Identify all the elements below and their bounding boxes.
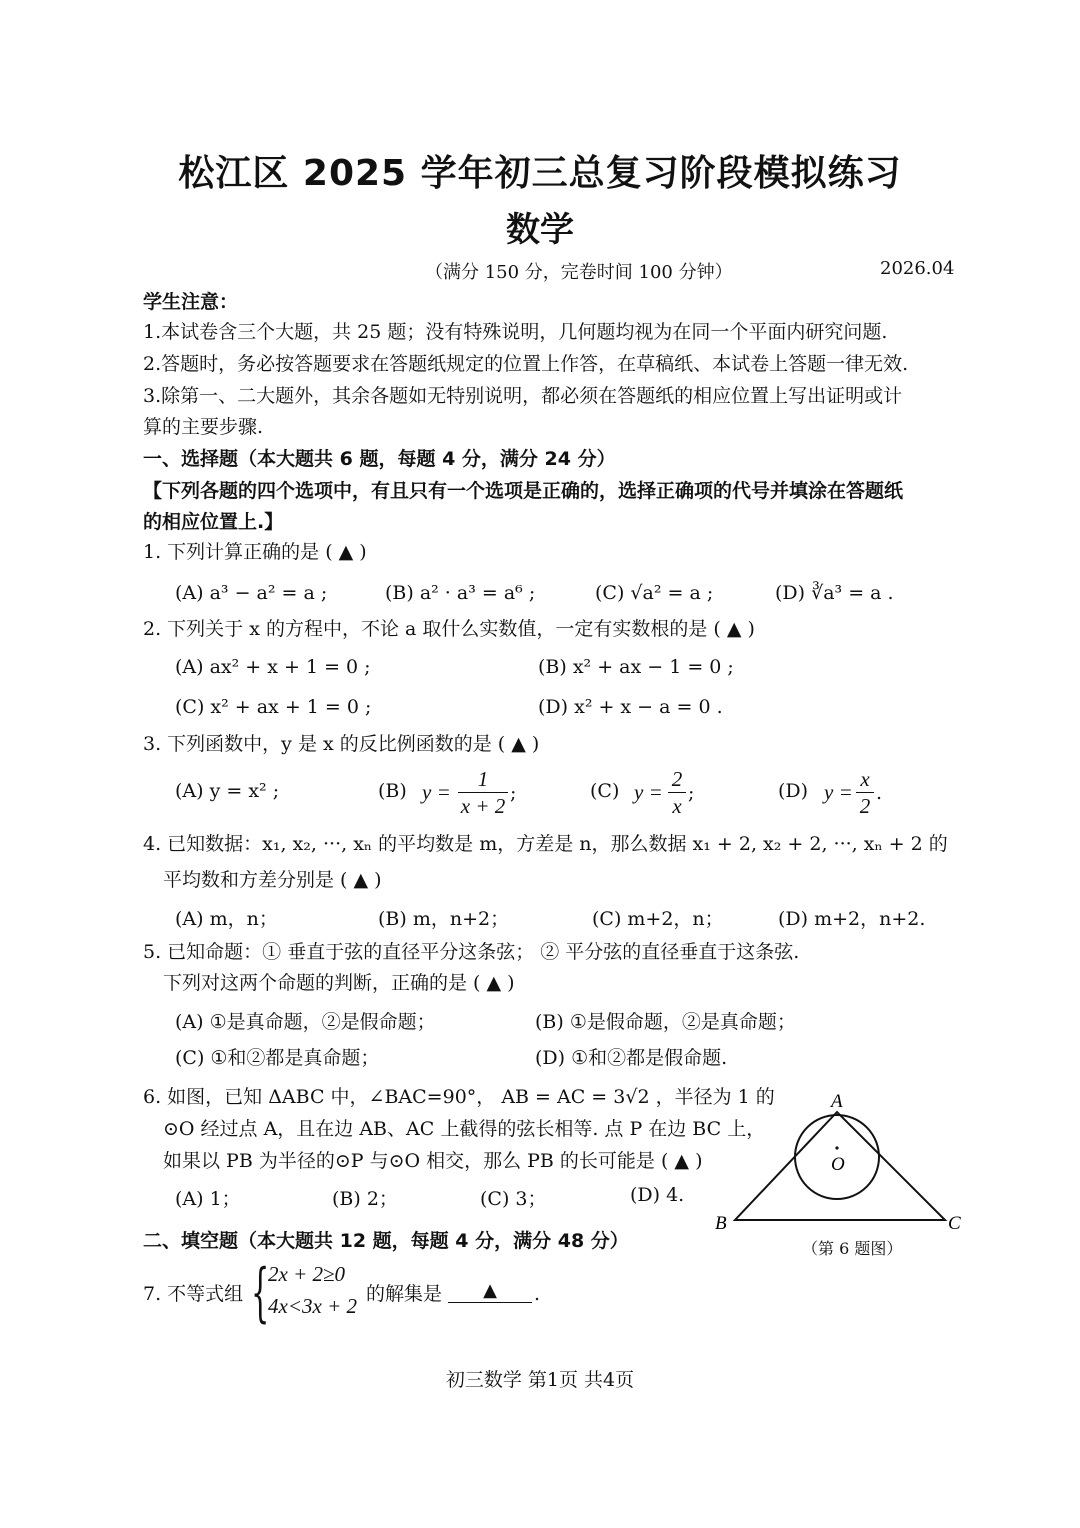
- q3-c-semicolon: ;: [688, 782, 695, 804]
- q4-option-d: (D) m+2，n+2.: [778, 908, 926, 930]
- q5-stem-2: 下列对这两个命题的判断，正确的是 ( ▲ ): [163, 972, 515, 994]
- q5-option-a: (A) ①是真命题，②是假命题；: [175, 1011, 436, 1033]
- q5-option-d: (D) ①和②都是假命题.: [535, 1047, 728, 1069]
- notice-item-2: 2.答题时，务必按答题要求在答题纸规定的位置上作答，在草稿纸、本试卷上答题一律无效.: [143, 353, 909, 375]
- q7-inequality-1: 2x + 2≥0: [268, 1262, 346, 1286]
- q3-option-b-label: (B): [378, 780, 407, 802]
- q1-stem: 1. 下列计算正确的是 ( ▲ ): [143, 541, 367, 563]
- q6-figure: [705, 1090, 975, 1260]
- q6-stem-1: 6. 如图，已知 ΔABC 中，∠BAC=90°， AB = AC = 3√2 ，半径为 1 的: [143, 1086, 775, 1108]
- page-title: 松江区 2025 学年初三总复习阶段模拟练习: [178, 153, 902, 194]
- q6-stem-3: 如果以 PB 为半径的⊙P 与⊙O 相交，那么 PB 的长可能是 ( ▲ ): [163, 1150, 703, 1172]
- q6-option-a: (A) 1；: [175, 1188, 241, 1210]
- q2-stem: 2. 下列关于 x 的方程中，不论 a 取什么实数值，一定有实数根的是 ( ▲ ): [143, 618, 755, 640]
- q7-prefix: 7. 不等式组: [143, 1283, 244, 1305]
- exam-subtitle: （满分 150 分，完卷时间 100 分钟）: [425, 262, 733, 283]
- q3-option-d-fraction: [856, 766, 874, 819]
- q3-option-d-lhs: y =: [824, 780, 853, 804]
- label-a: A: [831, 1091, 843, 1112]
- q3-c-denominator: x: [672, 794, 682, 818]
- notice-item-1: 1.本试卷含三个大题，共 25 题；没有特殊说明，几何题均视为在同一个平面内研究问题.: [143, 321, 888, 343]
- q4-option-b: (B) m，n+2；: [378, 908, 510, 930]
- q3-d-denominator: 2: [859, 794, 871, 818]
- q3-option-a: (A) y = x² ;: [175, 780, 280, 802]
- section1-instruction-2: 的相应位置上.】: [143, 511, 284, 533]
- label-o: O: [831, 1154, 845, 1175]
- q2-option-a: (A) ax² + x + 1 = 0 ;: [175, 656, 371, 678]
- q5-option-b: (B) ①是假命题，②是真命题；: [535, 1011, 796, 1033]
- q6-option-b: (B) 2；: [332, 1188, 398, 1210]
- notice-heading: 学生注意：: [143, 291, 239, 313]
- q4-stem-1: 4. 已知数据：x₁, x₂, ···, xₙ 的平均数是 m，方差是 n，那么数据 x₁ + 2, x₂ + 2, ···, xₙ + 2 的: [143, 833, 948, 855]
- q3-option-d-label: (D): [778, 780, 809, 802]
- notice-item-3: 3.除第一、二大题外，其余各题如无特别说明，都必须在答题纸的相应位置上写出证明或计: [143, 385, 903, 407]
- q3-stem: 3. 下列函数中，y 是 x 的反比例函数的是 ( ▲ ): [143, 733, 540, 755]
- page-footer: 初三数学 第1页 共4页: [445, 1369, 635, 1391]
- section1-heading: 一、选择题（本大题共 6 题，每题 4 分，满分 24 分）: [143, 448, 616, 470]
- q4-stem-2: 平均数和方差分别是 ( ▲ ): [163, 869, 382, 891]
- label-c: C: [948, 1213, 961, 1234]
- q6-figure-caption: （第 6 题图）: [802, 1239, 903, 1258]
- q6-option-c: (C) 3；: [480, 1188, 547, 1210]
- q3-b-numerator: 1: [458, 766, 508, 793]
- q7-inequality-2: 4x<3x + 2: [268, 1294, 357, 1318]
- q1-option-c: (C) √a² = a ;: [595, 582, 714, 604]
- q7-brace: {: [251, 1256, 270, 1330]
- q4-option-a: (A) m，n；: [175, 908, 278, 930]
- q5-option-c: (C) ①和②都是真命题；: [175, 1047, 380, 1069]
- q3-option-c-lhs: y =: [634, 780, 663, 804]
- q7-suffix: 的解集是: [366, 1283, 443, 1305]
- q1-option-a: (A) a³ − a² = a ;: [175, 582, 328, 604]
- label-b: B: [715, 1213, 727, 1234]
- q3-b-denominator: x + 2: [460, 794, 506, 818]
- q7-answer-blank: ▲: [448, 1280, 532, 1303]
- q6-stem-2: ⊙O 经过点 A，且在边 AB、AC 上截得的弦长相等. 点 P 在边 BC 上，: [163, 1118, 766, 1140]
- q2-option-b: (B) x² + ax − 1 = 0 ;: [538, 656, 734, 678]
- q3-option-c-label: (C): [590, 780, 620, 802]
- q3-option-c-fraction: [668, 766, 686, 819]
- notice-item-4: 算的主要步骤.: [143, 416, 264, 438]
- exam-date: 2026.04: [880, 258, 955, 279]
- q3-c-numerator: 2: [668, 766, 686, 793]
- q3-d-period: .: [876, 782, 883, 804]
- q4-option-c: (C) m+2，n；: [592, 908, 724, 930]
- q7-end: .: [534, 1283, 541, 1305]
- q1-option-b: (B) a² · a³ = a⁶ ;: [385, 582, 536, 604]
- q6-option-d: (D) 4.: [630, 1184, 685, 1206]
- q2-option-c: (C) x² + ax + 1 = 0 ;: [175, 696, 372, 718]
- q3-option-b-fraction: [458, 766, 508, 819]
- q2-option-d: (D) x² + x − a = 0 .: [538, 696, 723, 718]
- subject-title: 数学: [506, 210, 574, 250]
- q3-option-b-lhs: y =: [422, 780, 451, 804]
- center-point-o: [835, 1146, 838, 1149]
- q1-option-d: (D) ∛a³ = a .: [775, 582, 894, 604]
- q5-stem-1: 5. 已知命题：① 垂直于弦的直径平分这条弦； ② 平分弦的直径垂直于这条弦.: [143, 941, 800, 963]
- q3-b-semicolon: ;: [510, 782, 517, 804]
- section1-instruction-1: 【下列各题的四个选项中，有且只有一个选项是正确的，选择正确项的代号并填涂在答题纸: [143, 480, 904, 502]
- q3-d-numerator: x: [856, 766, 874, 793]
- section2-heading: 二、填空题（本大题共 12 题，每题 4 分，满分 48 分）: [143, 1230, 629, 1252]
